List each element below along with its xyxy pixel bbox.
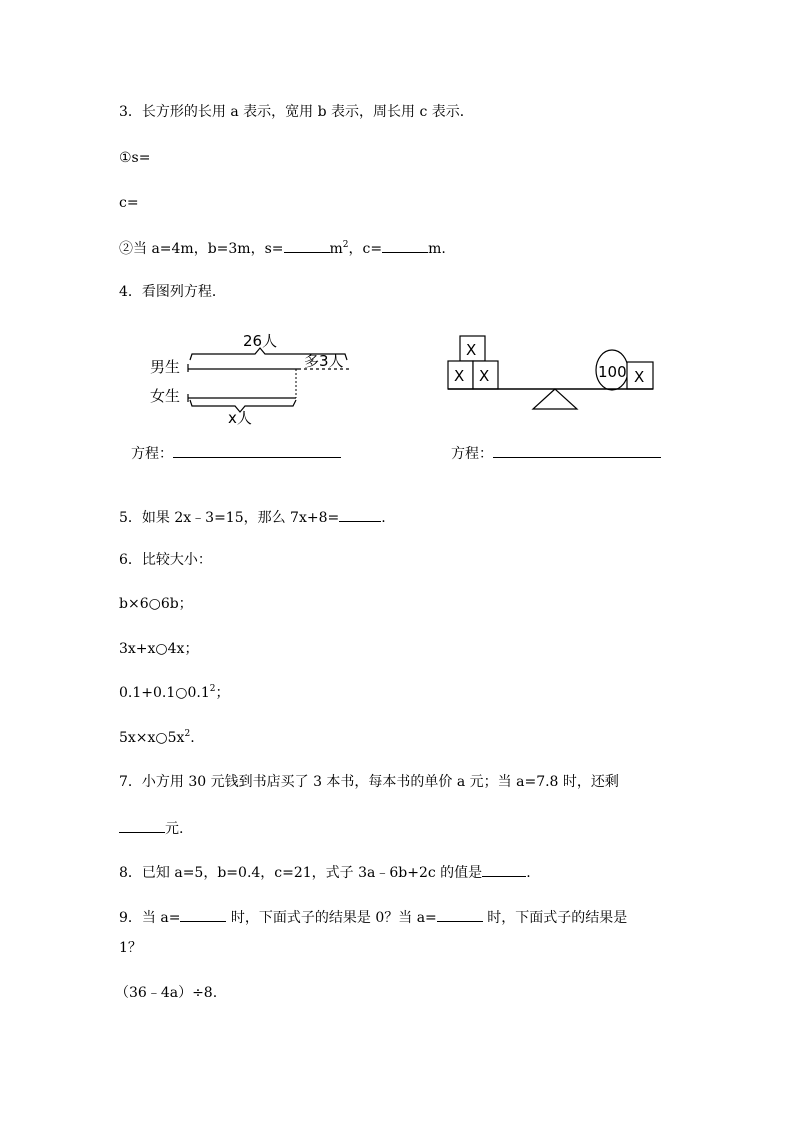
equation-1	[131, 443, 341, 463]
q9-expression: （36﹣4a）÷8.	[115, 985, 218, 1001]
q3-part2-mid: ，c=	[348, 241, 383, 257]
q6-item-4-end: .	[190, 730, 195, 746]
q5-answer-blank[interactable]	[339, 507, 381, 522]
q6-item-3-sup: 2	[209, 684, 216, 694]
scale-fulcrum	[533, 389, 577, 409]
balance-diagram	[440, 330, 670, 415]
q9-line2: 1？	[119, 940, 142, 956]
q5-prefix: 5．如果 2x﹣3=15，那么 7x+8=	[119, 510, 340, 526]
q6-title: 6．比较大小：	[119, 552, 212, 568]
q7-line1: 7．小方用 30 元钱到书店买了 3 本书，每本书的单价 a 元；当 a=7.8 时，还剩	[119, 774, 619, 790]
equation-2-label: 方程：	[451, 446, 493, 462]
q5	[119, 507, 386, 527]
q9-line1	[119, 907, 627, 927]
q4-title: 4．看图列方程．	[119, 284, 226, 300]
box-x-scale-right-label: X	[634, 368, 645, 386]
q6-item-2: 3x+x○4x；	[119, 641, 199, 657]
q3-unit-sup: 2	[342, 240, 349, 250]
q9-answer-blank-1[interactable]	[180, 907, 226, 922]
q6-item-4	[119, 729, 195, 747]
q8	[119, 862, 531, 882]
q3-unit-m: m	[329, 241, 343, 257]
box-x-left-label: X	[454, 367, 465, 385]
equation-2	[451, 443, 661, 463]
q8-end: .	[526, 865, 531, 881]
equation-1-blank[interactable]	[173, 443, 341, 458]
box-x-right-label: X	[479, 367, 490, 385]
q5-end: .	[381, 510, 386, 526]
diagram1-boys-label: 男生	[150, 358, 181, 376]
q7-end: 元.	[165, 821, 184, 837]
diagram1-bottom-label: x人	[228, 409, 252, 427]
q9-part3: 时，下面式子的结果是	[482, 910, 628, 926]
diagram1-more-label: 多3人	[304, 352, 344, 370]
weight-label: 100	[598, 363, 627, 381]
q3-c-formula: c=	[119, 195, 139, 211]
q3-c-answer-blank[interactable]	[382, 238, 428, 253]
box-x-top-label: X	[466, 341, 477, 359]
q6-item-3	[119, 684, 229, 702]
q7-answer-blank[interactable]	[119, 818, 165, 833]
segment-diagram	[140, 328, 370, 428]
q6-item-1: b×6○6b；	[119, 596, 193, 612]
equation-1-label: 方程：	[131, 446, 173, 462]
q8-answer-blank[interactable]	[482, 862, 526, 877]
q3-s-answer-blank[interactable]	[284, 238, 330, 253]
q3-part2-prefix: ②当 a=4m，b=3m，s=	[119, 241, 284, 257]
q6-item-4-sup: 2	[184, 729, 191, 739]
q9-part2: 时，下面式子的结果是 0？当 a=	[226, 910, 437, 926]
q7-line2	[119, 818, 183, 838]
q6-item-4-text: 5x×x○5x	[119, 730, 185, 746]
q6-item-3-text: 0.1+0.1○0.1	[119, 685, 210, 701]
q3-title: 3．长方形的长用 a 表示，宽用 b 表示，周长用 c 表示．	[119, 104, 474, 120]
q9-part1: 9．当 a=	[119, 910, 181, 926]
diagram1-girls-label: 女生	[150, 387, 181, 405]
q3-part2	[119, 238, 446, 258]
q3-s-formula: ①s=	[119, 150, 151, 166]
q8-prefix: 8．已知 a=5，b=0.4，c=21，式子 3a﹣6b+2c 的值是	[119, 865, 483, 881]
q6-item-3-end: ；	[215, 685, 230, 701]
q9-answer-blank-2[interactable]	[437, 907, 483, 922]
q3-part2-end: m.	[428, 241, 446, 257]
diagram1-top-label: 26人	[243, 332, 278, 350]
equation-2-blank[interactable]	[493, 443, 661, 458]
